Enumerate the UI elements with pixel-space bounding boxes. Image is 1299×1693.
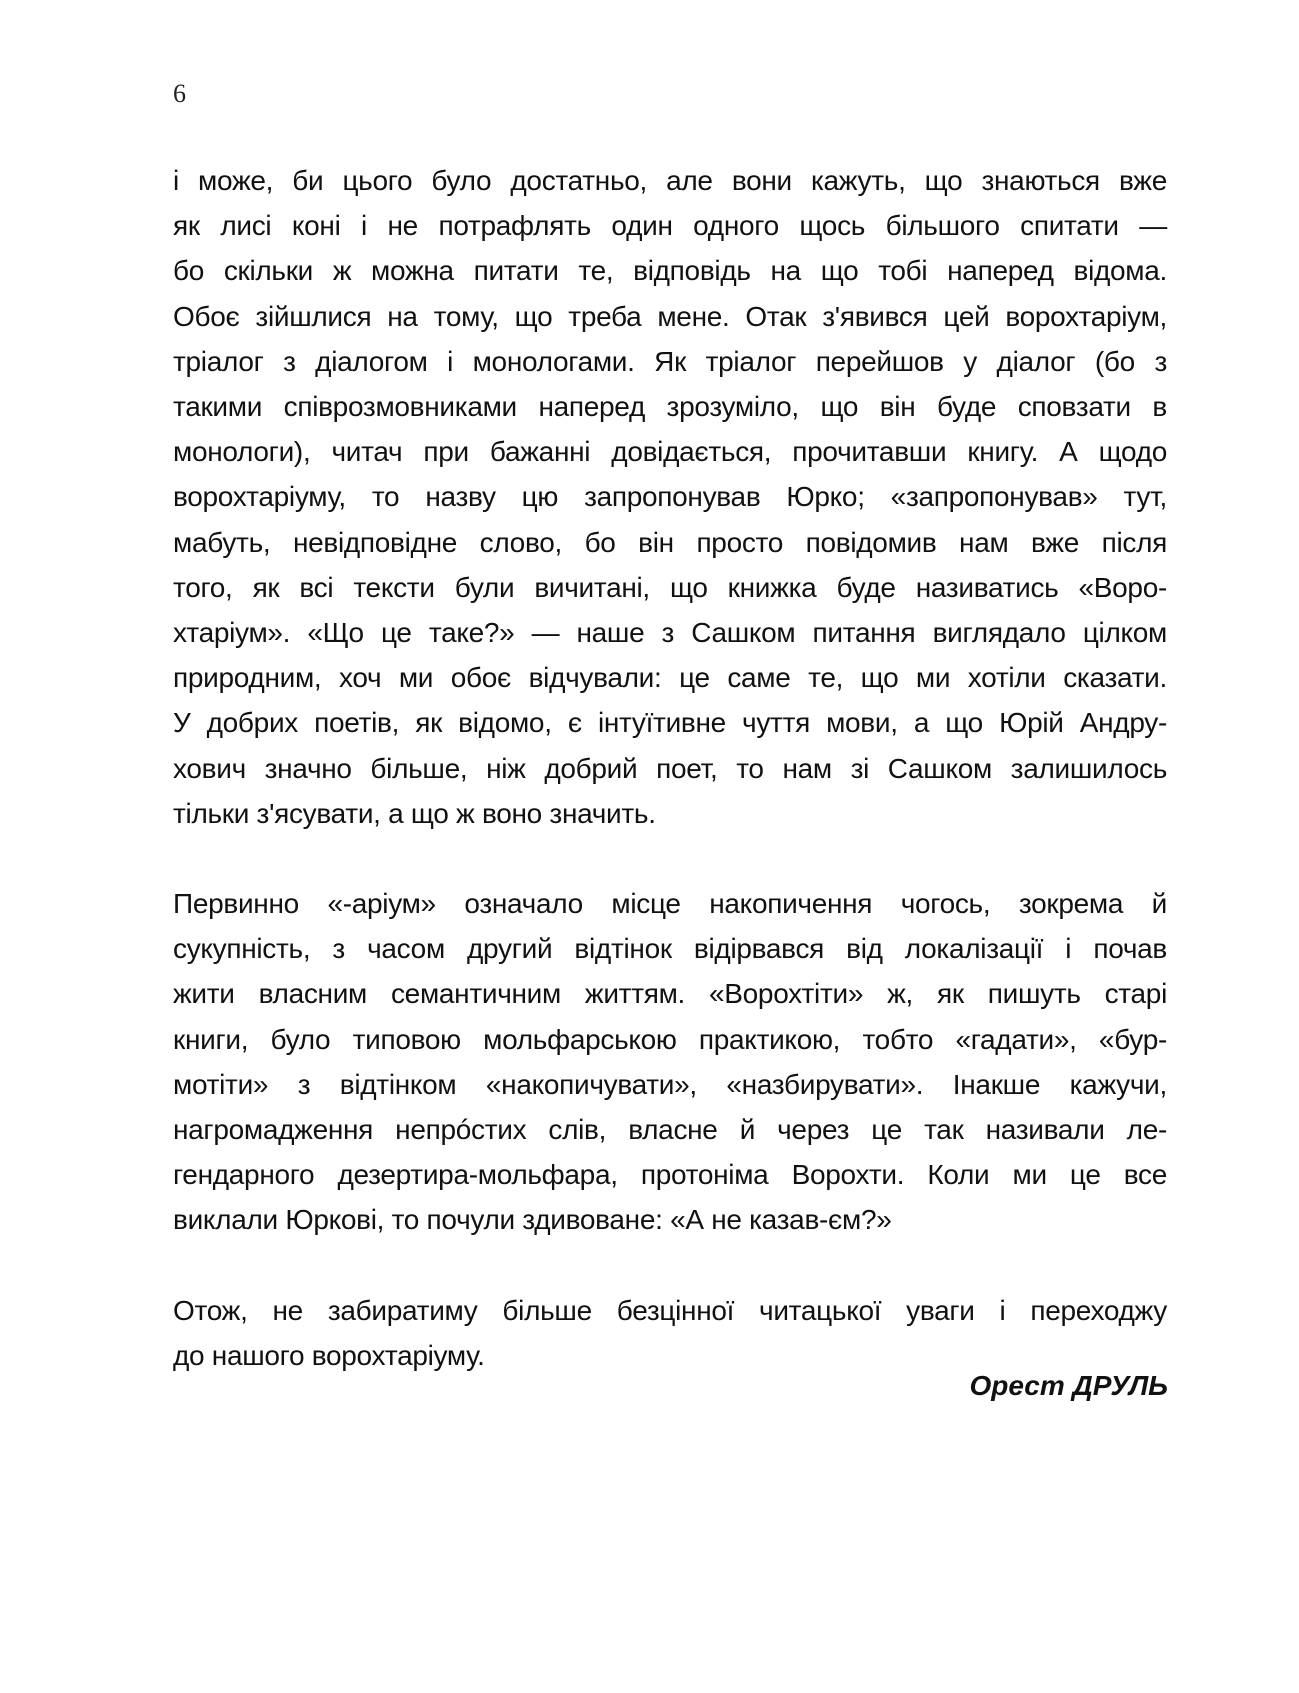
text-line: Отож, не забиратиму більше безцінної читацької уваги і переходжу	[173, 1294, 1167, 1326]
text-line: У добрих поетів, як відомо, є інтуїтивне чуття мови, а що Юрій Андру-	[173, 707, 1167, 739]
text-line: того, як всі тексти були вичитані, що книжка буде називатись «Воро-	[173, 571, 1167, 603]
text-line: книги, було типовою мольфарською практикою, тобто «гадати», «бур-	[173, 1023, 1167, 1055]
page-number: 6	[173, 79, 186, 108]
paragraph-1	[173, 158, 1167, 836]
body-text	[173, 158, 1167, 1378]
text-line: монологи), читач при бажанні довідається, прочитавши книгу. А щодо	[173, 436, 1167, 468]
text-line: нагромадження непрóстих слів, власне й через це так називали ле-	[173, 1114, 1167, 1146]
paragraph-3	[173, 1288, 1167, 1378]
text-line: тріалог з діалогом і монологами. Як тріалог перейшов у діалог (бо з	[173, 345, 1167, 377]
text-line: до нашого ворохтаріуму.	[173, 1339, 485, 1371]
text-line: природним, хоч ми обоє відчували: це саме те, що ми хотіли сказати.	[173, 662, 1167, 694]
text-line: бо скільки ж можна питати те, відповідь на що тобі наперед відома.	[173, 255, 1167, 287]
text-line: ворохтаріуму, то назву цю запропонував Юрко; «запропонував» тут,	[173, 481, 1167, 513]
text-line: виклали Юркові, то почули здивоване: «А не казав-єм?»	[173, 1204, 892, 1236]
text-line: хтаріум». «Що це таке?» — наше з Сашком питання виглядало цілком	[173, 617, 1167, 649]
text-line: тільки з'ясувати, а що ж воно значить.	[173, 797, 656, 829]
text-line: такими співрозмовниками наперед зрозуміло, що він буде сповзати в	[173, 391, 1167, 423]
text-line: мабуть, невідповідне слово, бо він просто повідомив нам вже після	[173, 526, 1167, 558]
text-line: жити власним семантичним життям. «Ворохтіти» ж, як пишуть старі	[173, 978, 1167, 1010]
text-line: сукупність, з часом другий відтінок відірвався від локалізації і почав	[173, 933, 1167, 965]
text-line: хович значно більше, ніж добрий поет, то нам зі Сашком залишилось	[173, 752, 1167, 784]
text-line: і може, би цього було достатньо, але вони кажуть, що знаються вже	[173, 165, 1167, 196]
text-line: Обоє зійшлися на тому, що треба мене. Отак з'явився цей ворохтаріум,	[173, 300, 1167, 332]
signature-author: Орест ДРУЛЬ	[969, 1370, 1168, 1401]
text-line: мотіти» з відтінком «накопичувати», «назбирувати». Інакше кажучи,	[173, 1068, 1167, 1100]
text-line: Первинно «-аріум» означало місце накопичення чогось, зокрема й	[173, 888, 1167, 920]
paragraph-2	[173, 881, 1167, 1243]
text-line: як лисі коні і не потрафлять один одного щось більшого спитати —	[173, 210, 1167, 242]
text-line: гендарного дезертира-мольфара, протоніма Ворохти. Коли ми це все	[173, 1159, 1167, 1191]
